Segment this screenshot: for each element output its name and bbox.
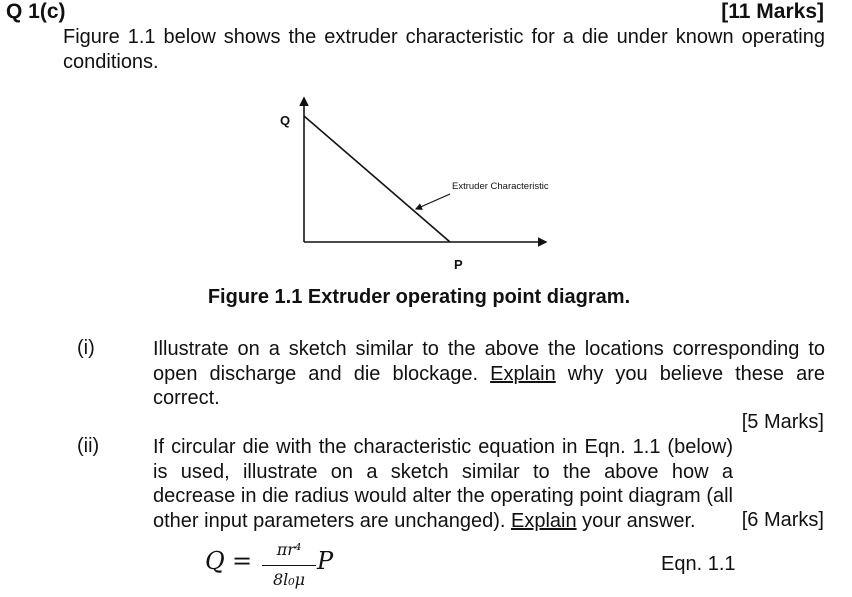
fraction-bar xyxy=(262,565,316,566)
curve-label-pointer xyxy=(416,194,450,209)
equation-label: Eqn. 1.1 xyxy=(661,553,736,575)
equation-equals: = xyxy=(232,547,253,575)
question-intro: Figure 1.1 below shows the extruder characteristic for a die under known operating conditions. xyxy=(63,26,825,73)
part-ii-text xyxy=(153,435,733,533)
equation-numerator: πr⁴ xyxy=(276,540,302,559)
question-number: Q 1(c) xyxy=(6,0,66,23)
part-ii-text-end: your answer. xyxy=(576,509,696,532)
part-ii-text-start: If circular die with the characteristic equation in Eqn. 1.1 (below) is used, illustrate on a sketch similar to the above how a decrease in die radius would alter the operating point diagram (all other input parameters are unchanged). xyxy=(153,436,733,532)
equation xyxy=(205,540,345,597)
part-ii-explain: Explain xyxy=(511,509,577,532)
y-axis-label: Q xyxy=(280,113,291,128)
total-marks: [11 Marks] xyxy=(721,0,824,23)
figure-caption: Figure 1.1 Extruder operating point diagram. xyxy=(207,286,631,308)
part-i-marks: [5 Marks] xyxy=(741,411,824,433)
equation-lhs: Q xyxy=(205,547,225,575)
part-i-text xyxy=(153,337,825,411)
part-i-text-start: Illustrate on a sketch similar to the above the locations corresponding to open discharge and die blockage. xyxy=(153,338,825,385)
part-i-text-end: why you believe these are correct. xyxy=(153,362,825,409)
curve-label: Extruder Characteristic xyxy=(452,181,549,192)
part-i-explain: Explain xyxy=(490,362,556,385)
part-i-label: (i) xyxy=(77,337,95,359)
part-ii-marks: [6 Marks] xyxy=(741,509,824,531)
x-axis-label: P xyxy=(454,257,463,272)
extruder-characteristic-line xyxy=(304,116,450,242)
extruder-characteristic-figure xyxy=(270,92,590,282)
equation-rhs: P xyxy=(317,547,334,575)
part-ii-label: (ii) xyxy=(77,435,100,457)
equation-denominator: 8l₀μ xyxy=(272,570,306,589)
